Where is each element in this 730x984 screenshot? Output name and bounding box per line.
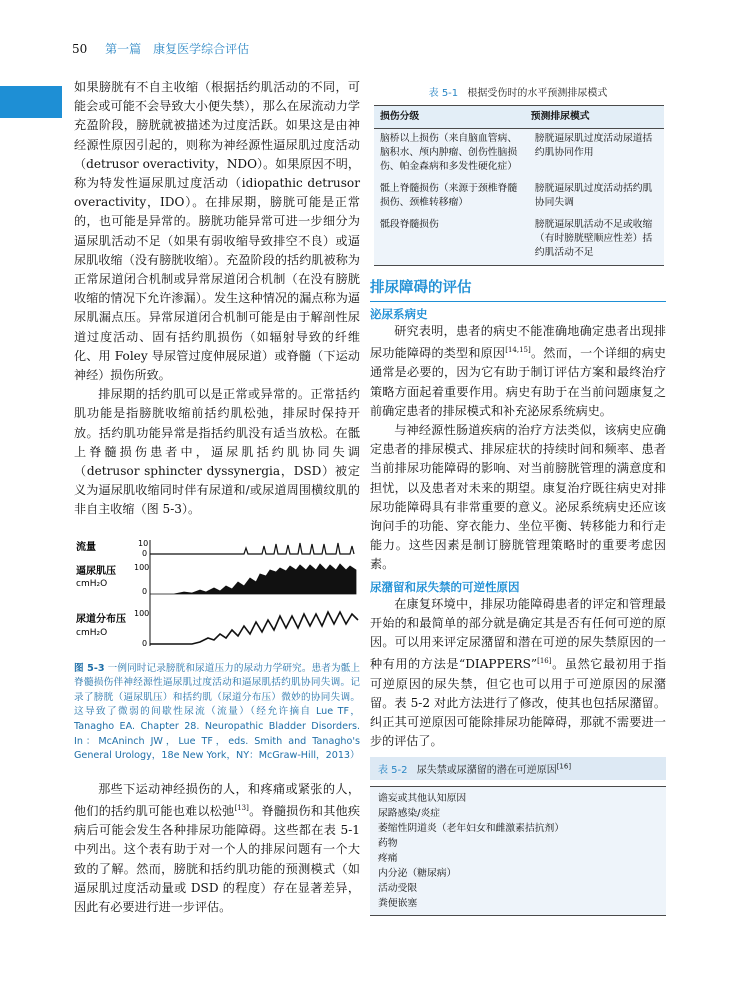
table1-number: 表 5-1 <box>428 88 459 99</box>
tick-100a: 100 <box>134 562 150 572</box>
table1-cell: 脑桥以上损伤（来自脑血管病、脑积水、颅内肿瘤、创伤性脑损伤、帕金森病和多发性硬化症） <box>374 129 525 180</box>
list-item: 活动受限 <box>378 883 418 895</box>
table-5-2 <box>370 786 666 916</box>
tick-0c: 0 <box>142 638 148 648</box>
left-paragraph-3 <box>74 780 360 917</box>
ref-14-15: [14,15] <box>505 346 531 355</box>
table1-cell: 骶上脊髓损伤（来源于颈椎脊髓损伤、颈椎转移瘤） <box>374 179 525 215</box>
figure-caption-label: 图 5-3 <box>74 662 105 674</box>
list-item: 内分泌（糖尿病） <box>378 868 457 880</box>
subheading-history: 泌尿系病史 <box>370 307 428 321</box>
tick-0b: 0 <box>142 586 148 596</box>
urodynamic-figure <box>74 536 360 656</box>
table1-cell: 膀胱逼尿肌过度活动括约肌协同失调 <box>525 179 664 215</box>
list-item: 萎缩性阴道炎（老年妇女和雌激素拮抗剂） <box>378 823 565 835</box>
list-item: 粪便嵌塞 <box>378 898 418 910</box>
table1-title-text: 根据受伤时的水平预测排尿模式 <box>467 88 608 99</box>
right-paragraph-3 <box>370 595 666 752</box>
right-paragraph-1a: 研究表明，患者的病史不能准确地确定患者出现排尿功能障碍的类型和原因 <box>370 324 666 361</box>
tick-100b: 100 <box>134 608 150 618</box>
flow-trace <box>150 543 354 554</box>
ref-13: [13] <box>234 804 249 813</box>
urodynamic-chart <box>74 536 360 656</box>
label-detrusor-unit: cmH₂O <box>76 578 108 589</box>
table-row <box>374 179 664 215</box>
table-5-1 <box>374 105 664 266</box>
page-number: 50 <box>72 42 88 56</box>
list-item: 尿路感染/炎症 <box>378 808 441 820</box>
table-row <box>374 129 664 180</box>
tick-0a: 0 <box>142 548 148 558</box>
chapter-title: 第一篇 康复医学综合评估 <box>105 42 250 56</box>
table1-cell: 膀胱逼尿肌活动不足或收缩（有时膀胱壁顺应性差）括约肌活动不足 <box>525 215 664 266</box>
table1-cell: 骶段脊髓损伤 <box>374 215 525 266</box>
right-paragraph-3b: 。虽然它最初用于指可逆原因的尿失禁，但它也可以用于可逆原因的尿潴留。表 5-2 对此方法进行了修改，使其也包括尿潴留。纠正其可逆原因可能除排尿功能障碍，那就不需要进一步的评估了。 <box>370 657 666 749</box>
table2-title-text: 尿失禁或尿潴留的潜在可逆原因 <box>416 765 557 777</box>
table2-ref: [16] <box>556 763 572 771</box>
left-paragraph-1: 如果膀胱有不自主收缩（根据括约肌活动的不同，可能会或可能不会导致大小便失禁），那么在尿流动力学充盈阶段，膀胱就被描述为过度活跃。如果这是由神经源性原因引起的，则称为神经源性逼尿肌过度活动（detrusor overactivity，NDO）。如果原因不明，称为特发性逼尿肌过度活动（idiopathic detrusor overactivity，IDO）。在排尿期，膀胱可能是正常的，也可能是异常的。膀胱功能异常可进一步细分为逼尿肌活动不足（如果有弱收缩导致排空不良）或逼尿肌收缩（没有膀胱收缩）。充盈阶段的括约肌被称为正常尿道闭合机制或异常尿道闭合机制（在没有膀胱收缩的情况下允许渗漏）。发生这种情况的漏点称为逼尿肌漏点压。异常尿道闭合机制可能是由于解剖性尿道过度活动、固有括约肌损伤（如辐射导致的纤维化、用 Foley 导尿管过度伸展尿道）或脊髓（下运动神经）损伤所致。 <box>74 80 360 383</box>
right-paragraph-2: 与神经源性肠道疾病的治疗方法类似，该病史应确定患者的排尿模式、排尿症状的持续时间和频率、患者当前排尿功能障碍的影响、对当前膀胱管理的满意度和担忧，以及患者对未来的期望。康复治疗既往病史对排尿功能障碍具有非常重要的意义。泌尿系统病史还应该询问手的功能、穿衣能力、坐位平衡、转移能力和行走能力。这些因素是制订膀胱管理策略时的重要考虑因素。 <box>370 423 666 572</box>
table2-number: 表 5-2 <box>378 765 408 777</box>
section-heading: 排尿障碍的评估 <box>370 276 666 302</box>
table2-title <box>370 757 666 780</box>
left-paragraph-3b: 。脊髓损伤和其他疾病后可能会发生各种排尿功能障碍。这些都在表 5-1 中列出。这个表有助于对一个人的排尿问题有一个大致的了解。然而，膀胱和括约肌功能的预测模式（如逼尿肌过度活动量或 DSD 的程度）存在显著差异，因此有必要进行进一步评估。 <box>74 804 360 915</box>
label-urethral-unit: cmH₂O <box>76 627 108 638</box>
figure-caption <box>74 662 360 764</box>
list-item: 谵妄或其他认知原因 <box>378 793 467 805</box>
table1-title <box>370 84 666 99</box>
urethral-pressure-trace <box>150 612 358 644</box>
subheading-reversible: 尿潴留和尿失禁的可逆性原因 <box>370 579 520 594</box>
table1-col-pattern: 预测排尿模式 <box>525 106 664 129</box>
ref-16: [16] <box>537 657 552 666</box>
side-tab-marker <box>0 86 62 118</box>
table-row <box>374 215 664 266</box>
right-paragraph-1 <box>370 322 666 421</box>
left-paragraph-2: 排尿期的括约肌可以是正常或异常的。正常括约肌功能是指膀胱收缩前括约肌松弛，排尿时保持开放。括约肌功能异常是指括约肌没有适当放松。在骶上脊髓损伤患者中，逼尿肌括约肌协同失调（detrusor sphincter dyssynergia，DSD）被定义为逼尿肌收缩同时伴有尿道和/或尿道周围横纹肌的非自主收缩（图 5-3）。 <box>74 387 360 517</box>
tick-10: 10 <box>138 538 149 548</box>
running-header <box>72 40 249 57</box>
label-detrusor: 逼尿肌压 <box>76 565 116 577</box>
label-urethral: 尿道分布压 <box>76 613 126 625</box>
list-item: 药物 <box>378 838 398 850</box>
label-flow: 流量 <box>76 541 96 553</box>
detrusor-pressure-area <box>150 564 356 594</box>
figure-caption-text: 一例同时记录膀胱和尿道压力的尿动力学研究。患者为骶上脊髓损伤伴神经源性逼尿肌过度活动和逼尿肌括约肌协同失调。记录了膀胱（逼尿肌压）和括约肌（尿道分布压）微妙的协同失调。这导致了微弱的间歇性尿流（流量）（经允许摘自 Lue TF，Tanagho EA. Chapter 28. Neuropathic Bladder Disorders. In：McAninch JW，Lue TF，eds. Smith and Tanagho's General Urology，18e New York，NY：McGraw-Hill，2013） <box>74 662 360 762</box>
table1-cell: 膀胱逼尿肌过度活动尿道括约肌协同作用 <box>525 129 664 180</box>
left-column <box>74 78 360 917</box>
left-paragraph-3a: 那些下运动神经损伤的人，和疼痛或紧张的人，他们的括约肌可能也难以松弛 <box>74 781 360 819</box>
right-column <box>370 78 666 916</box>
list-item: 疼痛 <box>378 853 398 865</box>
table1-col-injury: 损伤分级 <box>374 106 525 129</box>
right-paragraph-3a: 在康复环境中，排尿功能障碍患者的评定和管理最开始的和最简单的部分就是确定其是否有任何可逆的原因。可以用来评定尿潴留和潜在可逆的尿失禁原因的一种有用的方法是“DIAPPERS” <box>370 596 666 672</box>
right-paragraph-1b: 。然而，一个详细的病史通常是必要的，因为它有助于制订评估方案和最终治疗策略方面起着重要作用。病史有助于在当前问题康复之前确定患者的排尿模式和补充泌尿系统病史。 <box>370 346 666 418</box>
